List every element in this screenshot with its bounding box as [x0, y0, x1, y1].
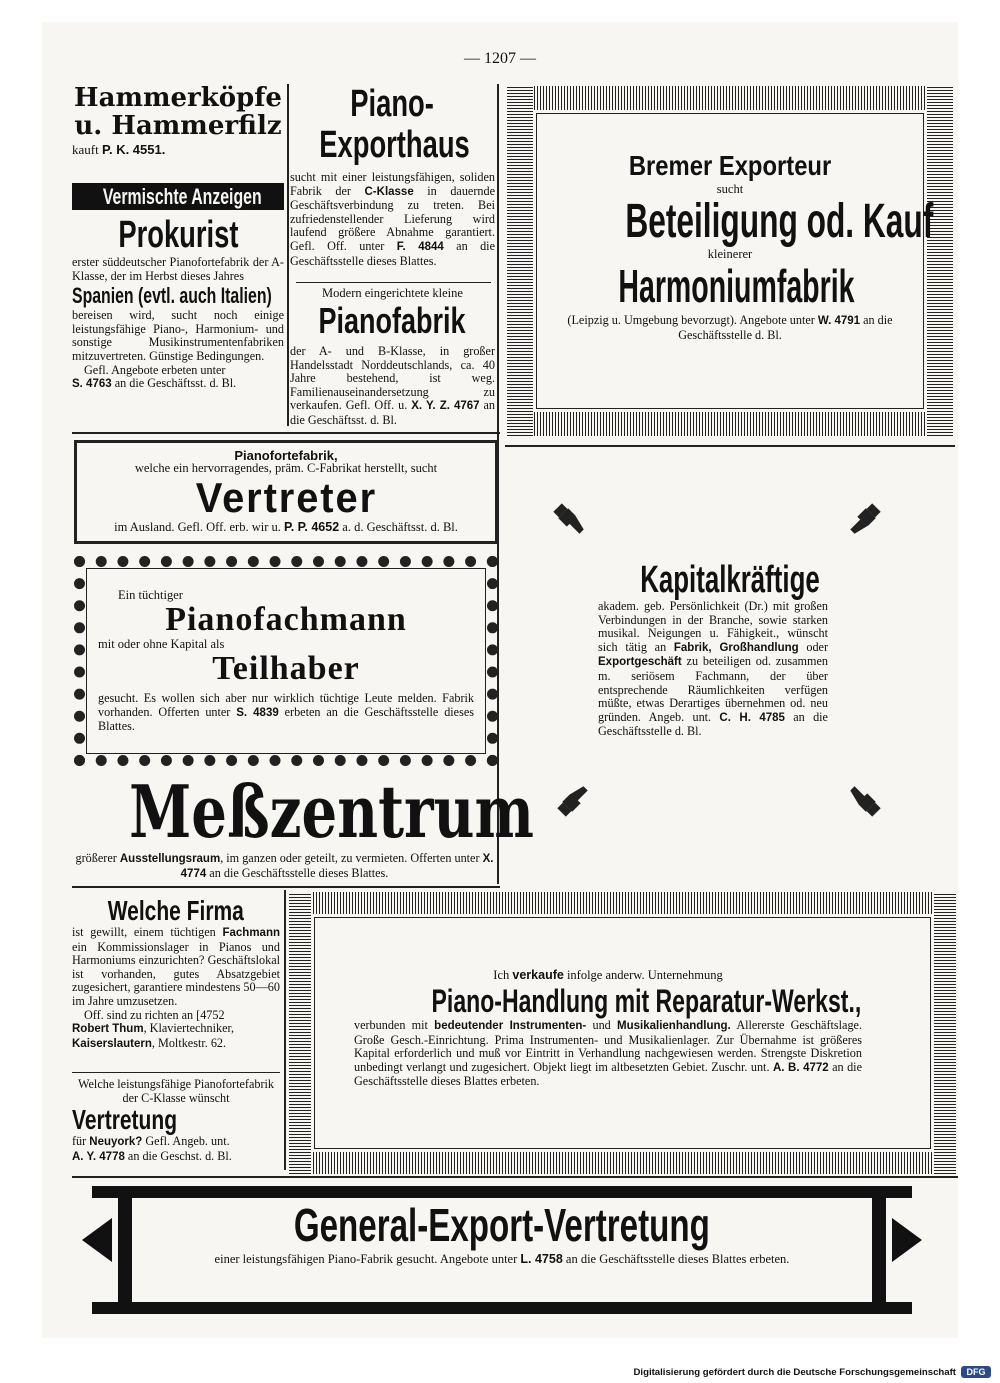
- ad-intro: Welche leistungsfähige Pianofortefabrik der C-Klasse wünscht: [78, 1077, 274, 1105]
- ad-bold: Neuyork?: [89, 1136, 143, 1149]
- ad-welche-firma: [72, 896, 280, 1051]
- ad-code: C. H. 4785: [719, 711, 785, 724]
- ad-bold: verkaufe: [512, 968, 564, 982]
- ad-intro: Ein tüchtiger: [118, 588, 183, 602]
- ad-bold: C-Klasse: [364, 185, 414, 198]
- ad-text: ist gewillt, einem tüchtigen: [72, 925, 223, 939]
- ad-text: kauft: [72, 142, 102, 157]
- ad-text: an die Geschäftsst. d. Bl.: [111, 376, 237, 391]
- ad-code: P. K. 4551.: [101, 142, 166, 157]
- pointing-hand-icon: [840, 776, 886, 822]
- ad-vertreter: [74, 440, 498, 544]
- ad-messzentrum: [72, 769, 534, 881]
- ad-title: Teilhaber: [212, 650, 360, 687]
- ad-code: 4767: [453, 400, 480, 413]
- frame-border: [507, 86, 953, 110]
- ad-title: General-Export-Vertretung: [294, 1199, 710, 1251]
- ad-code: P. P. 4652: [284, 520, 340, 534]
- frame-border: [927, 86, 953, 436]
- ad-text: infolge anderw. Unternehmung: [563, 968, 723, 982]
- ad-title: Pianofachmann: [165, 601, 407, 638]
- ad-text: zu beteiligen od. zusammen m. seriösem Fachmann, der über entsprechende Räumlichkeiten verfügen müßte, etwas Derartiges übernehmen od. neu gründen. Angeb. unt.: [598, 654, 828, 724]
- ad-text: einer leistungsfähigen Piano-Fabrik gesucht. Angebote unter: [214, 1252, 521, 1266]
- ad-text: und: [586, 1018, 618, 1032]
- ad-text: ein Kommissionslager in Pianos und Harmoniums einzurichten? Geschäftslokal ist vorhanden, gutes Absatzgebiet zugesichert, garantiere mindestens 50—60 im Jahre umzusetzen.: [72, 939, 280, 1008]
- ad-text: gesucht. Es wollen sich aber nur wirklich tüchtige Leute melden. Fabrik vorhanden. Offerten unter: [98, 691, 474, 719]
- ad-text: kleinerer: [707, 247, 753, 261]
- ad-text: an die Geschäftsstelle dieses Blattes erbeten.: [562, 1252, 790, 1266]
- ad-text: , Moltkestr. 62.: [151, 1035, 227, 1050]
- ad-title: Hammerköpfe: [74, 83, 282, 113]
- ad-text: sucht: [716, 182, 744, 196]
- ad-pianofabrik: [290, 286, 495, 428]
- ad-bold: bedeutender Instrumenten-: [434, 1020, 587, 1032]
- pointing-hand-icon: [548, 498, 594, 544]
- ad-text: größerer: [75, 851, 120, 865]
- ad-highlight: Spanien (evtl. auch Italien): [72, 283, 272, 309]
- divider: [296, 282, 491, 283]
- ad-title: Vertreter: [195, 474, 377, 521]
- ad-bold: Exportgeschäft: [598, 656, 682, 669]
- ad-text: der A- und B-Klasse, in großer Handelsstadt Norddeutschlands, ca. 40 Jahre bestehend, ist weg. Familienauseinandersetzung zu verkaufen. Gefl. Off. u.: [290, 344, 495, 413]
- frame-border: [507, 86, 533, 436]
- ad-code: S. 4839: [236, 706, 279, 719]
- frame-bar: [92, 1186, 912, 1198]
- footer-text: Digitalisierung gefördert durch die Deutsche Forschungsgemeinschaft: [633, 1367, 956, 1378]
- column-rule: [284, 890, 286, 1170]
- ad-title: Welche Firma: [107, 895, 245, 926]
- ad-text: Allererste Geschäftslage. Große Gesch.-Einrichtung. Prima Instrumenten- und Musikalienlager. Zur Übernahme ist größeres Kapital erforderlich und muß vor Eintritt in Verhandlung nachgewiesen werden. Strengste Diskretion unbedingt verlangt und zugesichert. Objekt liegt im altbesetzten Gebiet. Zuschr. unt.: [354, 1018, 862, 1074]
- ad-title: Meßzentrum: [129, 769, 534, 854]
- ad-text: Gefl. Angeb. unt.: [142, 1134, 230, 1149]
- frame-border: [289, 892, 956, 914]
- ad-text: Off. sind zu richten an [4752: [84, 1007, 225, 1022]
- section-header-text: Vermischte Anzeigen: [102, 184, 262, 209]
- ad-bremer-exporteur: [546, 150, 934, 342]
- ad-code: W. 4791: [817, 315, 861, 327]
- ad-text: verbunden mit: [354, 1018, 435, 1032]
- ad-code: S. 4763: [72, 378, 112, 391]
- section-rule: [72, 1176, 958, 1178]
- ad-text: Ich: [493, 968, 513, 982]
- ad-hammerkoepfe: [72, 84, 284, 158]
- ad-text: erbeten an die Geschäftsstelle dieses Blattes.: [98, 704, 474, 734]
- section-rule: [505, 445, 955, 447]
- section-rule: [72, 432, 500, 434]
- ad-text: welche ein hervorragendes, präm. C-Fabrikat herstellt, sucht: [134, 461, 438, 475]
- ad-text: im Ausland. Gefl. Off. erb. wir u.: [114, 520, 284, 534]
- ad-text: in dauernde Geschäftsverbindung zu treten. Bei zufriedenstellender Lieferung wird laufend größere Abnahme garantiert. Gefl. Off. unter: [290, 183, 495, 253]
- section-header: [72, 183, 284, 210]
- ad-text: a. d. Geschäftsst. d. Bl.: [339, 520, 458, 534]
- ad-text: erster süddeutscher Pianofortefabrik der A-Klasse, der im Herbst dieses Jahres: [72, 255, 284, 283]
- ad-text: , Klaviertechniker,: [143, 1021, 235, 1036]
- ad-text: an die Geschäftsstelle d. Bl.: [598, 709, 828, 739]
- ad-kapitalkraeftige: [598, 560, 828, 739]
- ad-title: Beteiligung od. Kauf: [625, 195, 934, 248]
- pointing-hand-icon: [840, 498, 886, 544]
- ad-text: bereisen wird, sucht noch einige leistungsfähige Piano-, Harmonium- und sonstige Musikinstrumentenfabriken mitzuvertreten. Günstige Bedingungen.: [72, 308, 284, 363]
- arrowhead-right-icon: [892, 1218, 922, 1262]
- ad-title: Piano-Handlung mit Reparatur-Werkst.,: [431, 983, 862, 1019]
- ad-pianofachmann-content: [98, 588, 474, 734]
- frame-bar: [118, 1198, 132, 1302]
- ad-text: , im ganzen oder geteilt, zu vermieten. Offerten unter: [220, 851, 483, 865]
- ad-intro: Modern eingerichtete kleine: [322, 286, 463, 300]
- ad-piano-handlung: [348, 968, 868, 1089]
- frame-border: [934, 892, 956, 1174]
- ad-title: Kapitalkräftige: [640, 559, 820, 601]
- ad-code: A. Y. 4778: [72, 1150, 125, 1163]
- ad-bold: Kaiserslautern: [72, 1037, 152, 1050]
- ad-text: an die Geschäftsstelle d. Bl.: [678, 313, 893, 342]
- ad-bold: Robert Thum: [72, 1023, 144, 1036]
- ad-text: an die Geschäftsst. d. Bl.: [290, 398, 496, 427]
- frame-bar: [92, 1302, 912, 1314]
- ad-bold: Fachmann: [222, 927, 280, 939]
- ad-text: mit oder ohne Kapital als: [98, 637, 225, 651]
- ad-title: Exporthaus: [319, 124, 470, 166]
- ad-text: Gefl. Angebote erbeten unter: [84, 362, 226, 377]
- ad-text: an die Geschäftsstelle dieses Blattes.: [206, 865, 389, 880]
- ad-general-export: [140, 1200, 864, 1266]
- ad-text: akadem. geb. Persönlichkeit (Dr.) mit großen Verbindungen in der Branche, sowie starken musikal. Neigungen u. Fähigkeit., wünscht sich tätig an: [598, 599, 828, 654]
- ad-bold: Musikalienhandlung.: [617, 1020, 731, 1032]
- frame-border: [289, 1152, 956, 1174]
- ad-title: Pianofabrik: [318, 300, 467, 341]
- divider: [72, 1072, 280, 1073]
- ad-title: Vertretung: [72, 1104, 178, 1136]
- ad-text: oder: [798, 639, 829, 654]
- ad-title: Piano-: [350, 83, 435, 125]
- arrowhead-left-icon: [82, 1218, 112, 1262]
- ad-text: sucht mit einer leistungsfähigen, soliden Fabrik der: [290, 170, 495, 198]
- section-rule: [72, 886, 500, 888]
- frame-border: [289, 892, 311, 1174]
- ad-text: an die Geschst. d. Bl.: [124, 1148, 232, 1163]
- ad-intro: Pianofortefabrik,: [234, 448, 338, 463]
- ad-title: Harmoniumfabrik: [618, 260, 855, 312]
- ad-bold: Fabrik, Großhandlung: [673, 641, 799, 654]
- ad-vertretung-neuyork: [72, 1078, 280, 1164]
- ad-code: A. B. 4772: [772, 1061, 829, 1074]
- ad-code: L. 4758: [520, 1252, 563, 1266]
- ad-code: X. 4774: [180, 853, 494, 880]
- ad-prokurist: [72, 214, 284, 392]
- column-rule: [287, 84, 289, 426]
- ad-title: u. Hammerfilz: [74, 111, 282, 141]
- frame-border: [507, 412, 953, 436]
- pointing-hand-icon: [552, 776, 598, 822]
- ad-text: für: [72, 1134, 90, 1149]
- ad-code: F. 4844: [396, 240, 444, 253]
- frame-bar: [872, 1198, 886, 1302]
- page-number: — 1207 —: [464, 50, 536, 67]
- ad-text: an die Geschäftsstelle dieses Blattes.: [290, 238, 495, 268]
- ad-text: an die Geschäftsstelle dieses Blattes erbeten.: [354, 1059, 862, 1089]
- ad-text: (Leipzig u. Umgebung bevorzugt). Angebote unter: [567, 313, 818, 327]
- ad-bold: Ausstellungsraum: [119, 853, 221, 865]
- ad-title: Bremer Exporteur: [628, 150, 832, 181]
- ad-piano-exporthaus: [290, 84, 495, 268]
- dfg-logo: DFG: [961, 1366, 991, 1378]
- ad-title: Prokurist: [117, 214, 239, 256]
- ad-code: X. Y. Z.: [411, 400, 450, 413]
